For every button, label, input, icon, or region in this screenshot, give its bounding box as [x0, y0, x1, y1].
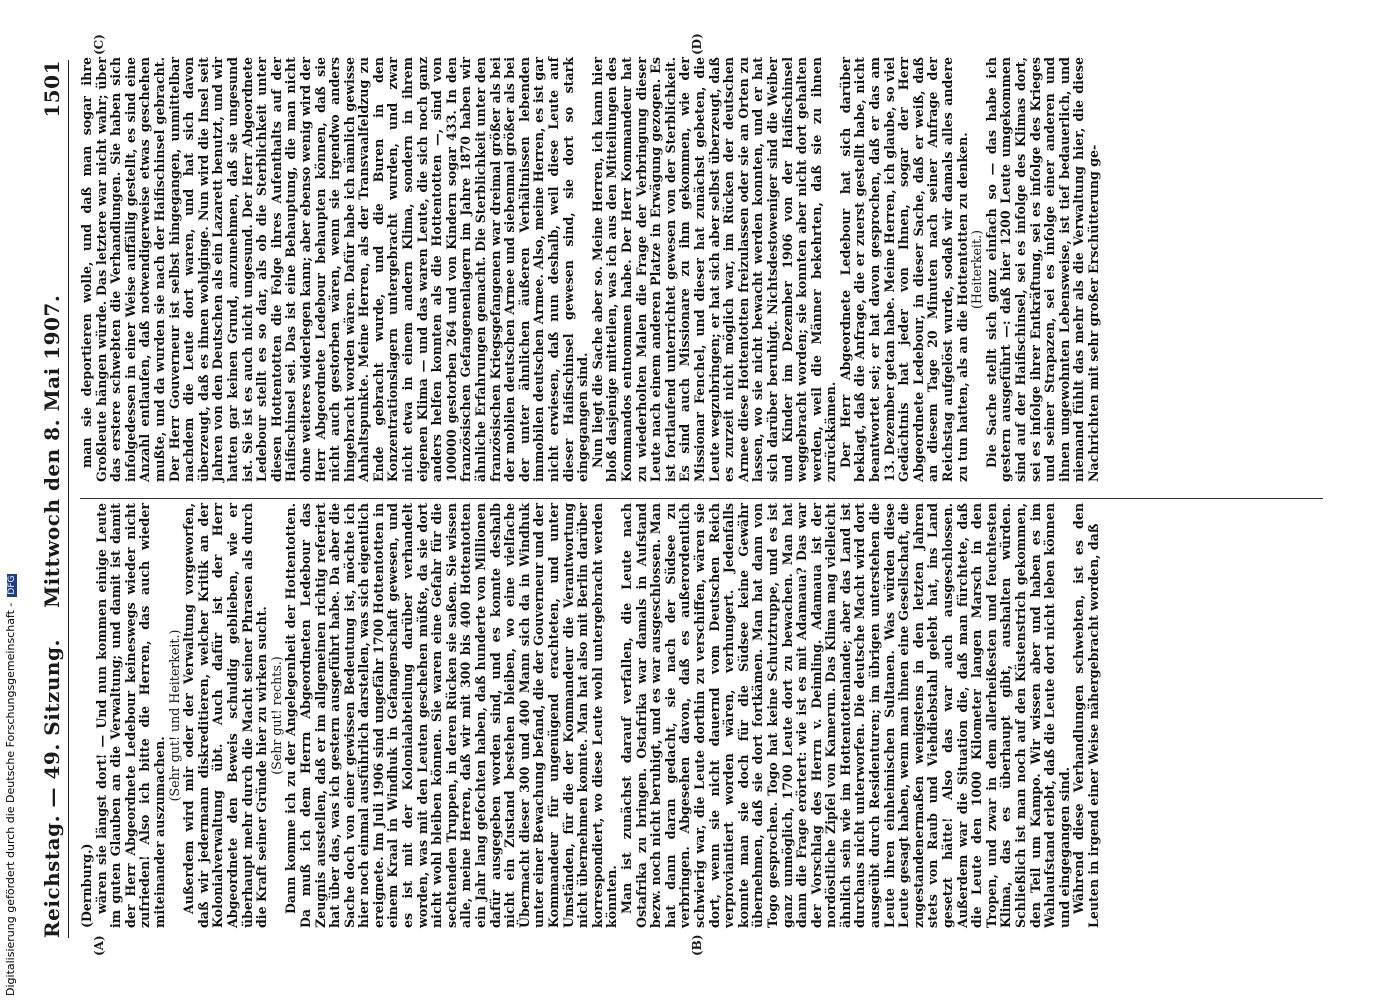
right-text-column [80, 57, 1102, 482]
margin-mark-c: (C) [92, 34, 106, 55]
page-header [40, 60, 69, 938]
page-number: 1501 [40, 60, 64, 118]
paragraph: (Dernburg.) [79, 843, 94, 928]
paragraph: Man ist zunächst darauf verfallen, die Leute nach Ostafrika zu bringen. Ostafrika war damals in Aufstand bezw. noch nicht beruhigt, und es war ausgeschlossen. Man hat dann daran gedacht, sie nach der Südsee zu verbringen. Abgesehen davon, daß es außerordentlich schwierig war, die Leute dorthin zu verschiffen, wären sie dort, wenn sie nicht dauernd vom Deutschen Reich verproviantiert worden wären, verhungert. Jedenfalls konnte man sie doch für die Südsee keine Gewähr übernehmen, daß sie dort fortkämen. Man hat dann von Togo gesprochen. Togo hat keine Schutztruppe, und es ist ganz unmöglich, 1700 Leute dort zu bewachen. Man hat dann die Frage erörtert: wie ist es mit Adamaua? Das war der Vorschlag des Herrn v. Deimling. Adamaua ist der nordöstliche Zipfel von Kamerun. Das Klima mag vielleicht ähnlich sein wie im Hottentottenlande; aber das Land ist durchaus nicht unterworfen. Die deutsche Macht wird dort ausgeübt durch Residenturen; im übrigen unterstehen die Leute ihren einheimischen Sultanen. Was würden diese Leute gesagt haben, wenn man ihnen eine Gesellschaft, die zugestandenermaßen wenigstens in den letzten Jahren stets von Raub und Viehdiebstahl gelebt hat, ins Land gesetzt hätte! Also das war auch ausgeschlossen. Außerdem war die Situation die, daß man fürchtete, daß die Leute den 1000 Kilometer langen Marsch in den Tropen, und zwar in dem allerheißesten und feuchtesten Klima, das es überhaupt gibt, aushalten würden. Schließlich ist man noch auf den Küstenstrich gekommen, den Teil um Kampo. Wir wissen aber und haben es im Wahlaufstand erlebt, daß die Leute dort nicht leben können und eingegangen sind. [618, 503, 1072, 928]
left-text-column [80, 503, 1102, 928]
paragraph: Die Sache stellt sich ganz einfach so — das habe ich gestern ausgeführt —: daß hier 1200 Leute umgekommen sind auf der Haifischinsel, sei es infolge des Klimas dort, sei es infolge ihrer Entkräftung, sei es infolge des Krieges und seiner Strapazen, sei es infolge einer anderen und ihnen ungewohnten Lebensweise, ist tief bedauerlich, und niemand fühlt das mehr als die Verwaltung hier, die diese Nachrichten mit sehr großer Erschütterung ge- [983, 57, 1101, 482]
digitization-text: Digitalisierung gefördert durch die Deutsche Forschungsgemeinschaft - [4, 602, 17, 996]
paragraph: wären sie längst dort! — Und nun kommen einige Leute im guten Glauben an die Verwaltung; und damit ist damit der Herr Abgeordnete Ledebour keineswegs wieder nicht zufrieden! Also ich bitte die Herren, das auch wieder miteinander auszumachen. [93, 503, 167, 928]
paragraph: Nun liegt die Sache aber so. Meine Herren, ich kann hier bloß dasjenige mitteilen, was ich aus den Mitteilungen des Kommandos entnommen habe. Der Herr Kommandeur hat zu wiederholten Malen die Frage der Verbringung dieser Leute nach einem anderen Platze in Erwägung gezogen. Es ist fortlaufend unterrichtet gewesen von der Sterblichkeit. Es sind auch Missionare zu ihm gekommen, wie der Missionar Fenchel, und dieser hat zunächst gebeten, die Leute wegzubringen; er hat sich aber selbst überzeugt, daß es zurzeit nicht möglich war, im Rücken der deutschen Armee diese Hottentotten freizulassen oder sie an Orten zu lassen, wo sie nicht bewacht werden konnten, und er hat sich darüber beruhigt. Nichtsdestoweniger sind die Weiber und Kinder im Dezember 1906 von der Haifischinsel weggebracht worden; sie konnten aber nicht dort gehalten werden, weil die Männer bekehrten, daß sie zu ihnen zurückkämen. [589, 57, 839, 482]
paragraph: Während diese Verhandlungen schwebten, ist es den Leuten in irgend einer Weise nähergebracht worden, daß [1071, 503, 1101, 928]
paragraph: Außerdem wird mir oder der Verwaltung vorgeworfen, daß wir jedermann diskreditieren, welcher Kritik an der Kolonialverwaltung übt. Auch dafür ist der Herr Abgeordnete den Beweis schuldig geblieben, wie er überhaupt mehr durch die Macht seiner Phrasen als durch die Kraft seiner Gründe hier zu wirken sucht. [181, 503, 270, 928]
header-date: Mittwoch den 8. Mai 1907. [40, 294, 64, 608]
header-left: Reichstag. — 49. Sitzung. [40, 639, 64, 938]
paragraph: man sie deportieren wolle, und daß man sogar ihre Großleute hängen würde. Das letztere war nicht wahr; über das erstere schwebten die Verhandlungen. Sie haben sich infolgedessen in einer Weise auffällig gestellt, es sind eine Anzahl entlaufen, daß notwendigerweise etwas geschehen mußte, und da wurden sie nach der Haifischinsel gebracht. Der Herr Gouverneur ist selbst hingegangen, unmittelbar nachdem die Leute dort waren, und hat sich davon überzeugt, daß es ihnen wohlginge. Nun wird die Insel seit Jahren von den Deutschen als ein Lazarett benutzt, und wir hatten gar keinen Grund, anzunehmen, daß sie ungesund ist. Sie ist es auch nicht ungesund. Der Herr Abgeordnete Ledebour stellt es so dar, als ob die Sterblichkeit unter diesen Hottentotten die Folge ihres Aufenthalts auf der Haifischinsel sei. Das ist eine Behauptung, die man nicht ohne weiteres widerlegen kann; aber ebenso wenig wird der Herr Abgeordnete Ledebour behaupten können, daß sie nicht auch gestorben wären, wenn sie irgendwo anders hingebracht worden wären. Dafür habe ich nämlich gewisse Anhaltspunkte. Meine Herren, als der Transvaalfeldzug zu Ende gebracht wurde, und die Buren in den Konzentrationslagern untergebracht wurden, und zwar nicht etwa in einem andern Klima, sondern in ihrem eigenen Klima — und das waren Leute, die sich noch ganz anders helfen konnten als die Hottentotten —, sind von 100000 gestorben 264 und von Kindern sogar 433. In den französischen Gefangenenlagern im Jahre 1870 haben wir ähnliche Erfahrungen gemacht. Die Sterblichkeit unter den französischen Kriegsgefangenen war dreimal größer als bei der mobilen deutschen Armee und siebenmal größer als bei der unter ähnlichen äußeren Verhältnissen lebenden immobilen deutschen Armee. Also, meine Herren, es ist gar nicht erwiesen, daß nun deshalb, weil diese Leute auf dieser Haifischinsel gewesen sind, sie dort so stark eingegangen sind. [79, 57, 591, 482]
paragraph: Der Herr Abgeordnete Ledebour hat sich darüber beklagt, daß die Anfrage, die er zuerst gestellt habe, nicht beantwortet sei; er hat davon gesprochen, daß er das am 13. Dezember getan habe. Meine Herren, ich glaube, so viel Gedächtnis hat jeder von Ihnen, sogar der Herr Abgeordnete Ledebour, in dieser Sache, daß er weiß, daß an diesem Tage 20 Minuten nach seiner Anfrage der Reichstag aufgelöst wurde, sodaß wir damals alles andere zu tun hatten, als an die Hottentotten zu denken. [837, 57, 970, 482]
dfg-logo: DFG [7, 575, 17, 595]
margin-mark-a: (A) [92, 935, 106, 956]
paragraph: (Sehr gut! rechts.) [268, 656, 284, 775]
margin-mark-d: (D) [690, 33, 704, 55]
column-divider [80, 498, 1323, 499]
margin-mark-b: (B) [690, 934, 704, 956]
paragraph: (Sehr gut! und Heiterkeit.) [166, 629, 182, 802]
digitization-note [4, 574, 17, 996]
paragraph: (Heiterkeit.) [969, 230, 985, 309]
paragraph: Dann komme ich zu der Angelegenheit der Hottentotten. Da muß ich dem Herrn Abgeordneten Ledebour das Zeugnis ausstellen, daß er im allgemeinen richtig referiert hat über das, was ich gestern ausgeführt habe. Da aber die Sache doch von einer gewissen Bedeutung ist, möchte ich hier noch einmal ausführlich darstellen, was sich eigentlich ereignete. Im Juli 1906 sind ungefähr 1700 Hottentotten in einem Kraal in Windhuk in Gefangenschaft gewesen, und es ist mit der Kolonialabteilung darüber verhandelt worden, was mit den Leuten geschehen müßte, da sie dort nicht wohl bleiben können. Sie waren eine Gefahr für die sechtenden Truppen, in deren Rücken sie saßen. Sie wissen alle, meine Herren, daß wir mit 300 bis 400 Hottentotten ein Jahr lang gefochten haben, daß hunderte von Millionen dafür ausgegeben worden sind, und es konnte deshalb nicht ein Zustand bestehen bleiben, wo eine vielfache Übermacht dieser 300 und 400 Mann sich da in Windhuk unter einer Bewachung befand, die der Gouverneur und der Kommandeur für ungenügend erachteten, und unter Umständen, für die der Kommandeur die Verantwortung nicht übernehmen konnte. Man hat also mit Berlin darüber korrespondiert, wo diese Leute wohl untergebracht werden könnten. [283, 503, 620, 928]
